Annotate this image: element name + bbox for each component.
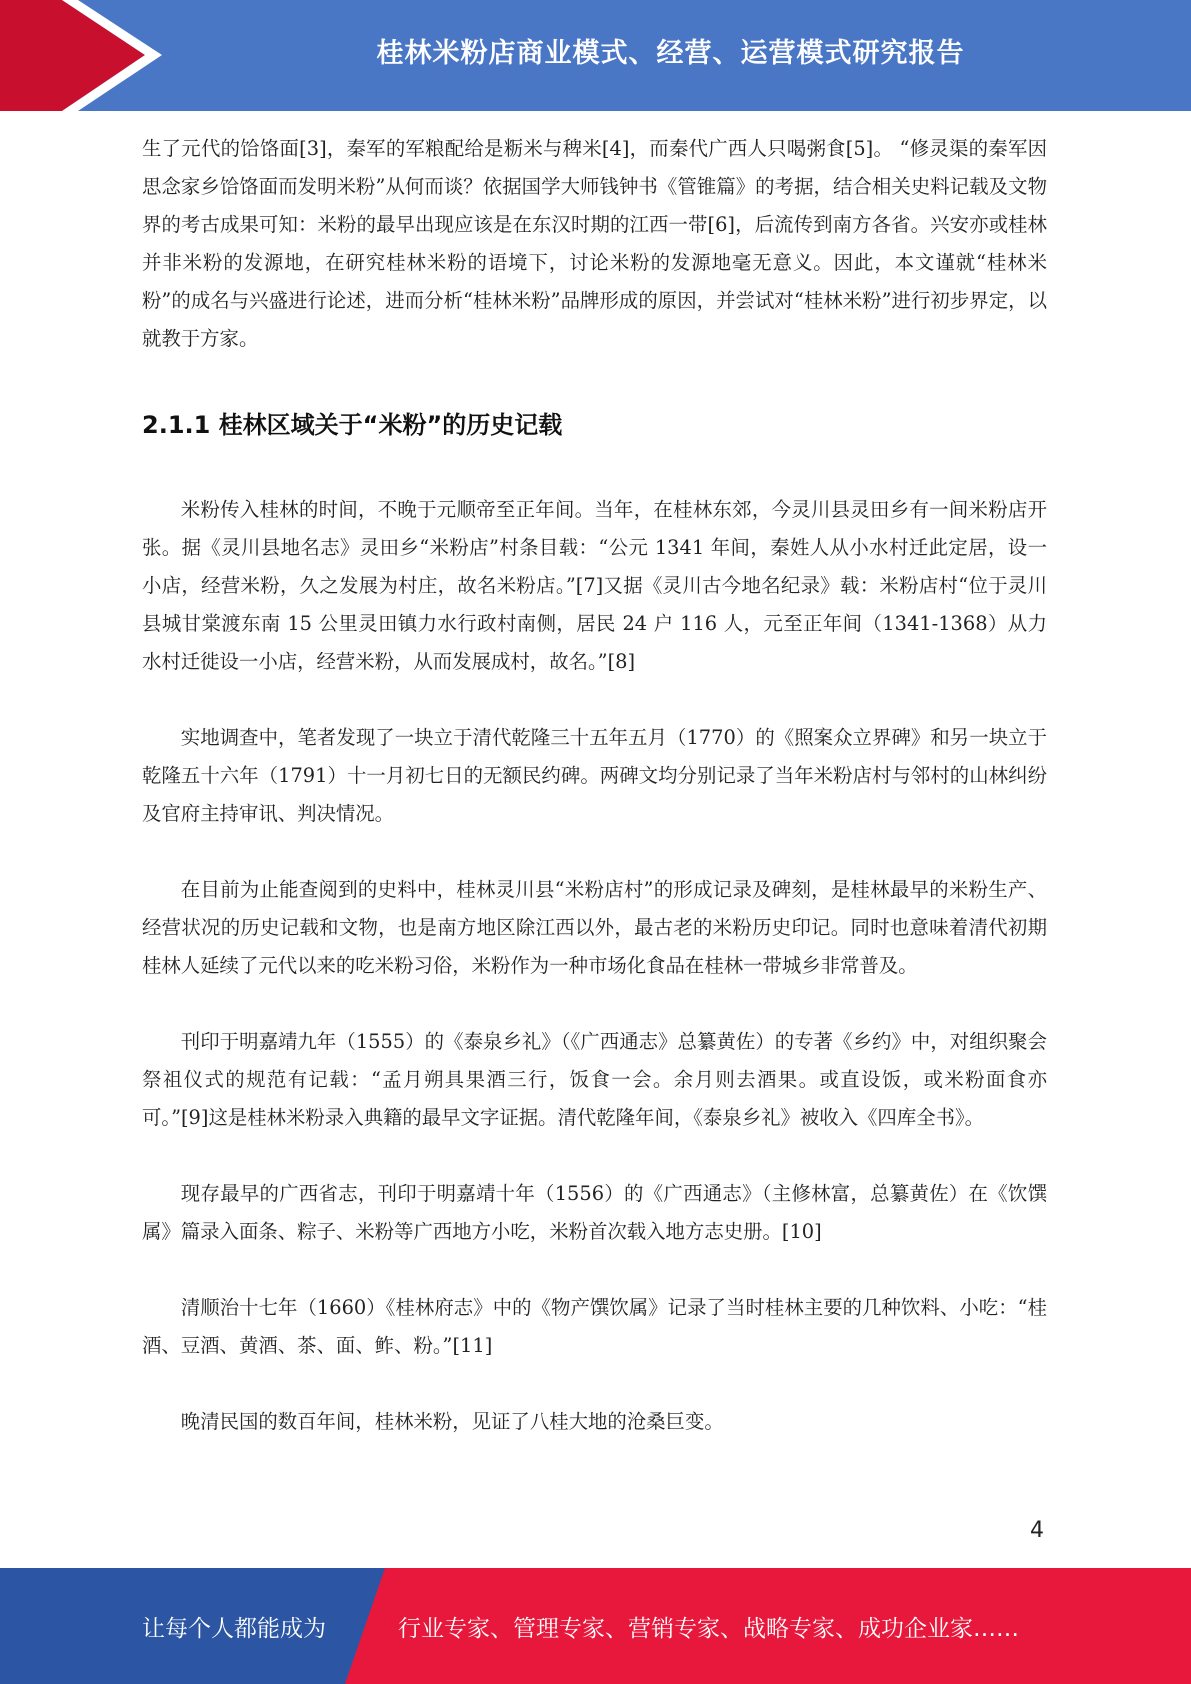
document-body bbox=[142, 130, 1047, 1441]
header-red-arrow bbox=[0, 0, 145, 111]
footer-slogan-left: 让每个人都能成为 bbox=[142, 1615, 326, 1642]
body-paragraph: 清顺治十七年（1660）《桂林府志》中的《物产馔饮属》记录了当时桂林主要的几种饮料、小吃：“桂酒、豆酒、黄酒、茶、面、鲊、粉。”[11] bbox=[142, 1296, 1047, 1357]
body-paragraph: 实地调查中，笔者发现了一块立于清代乾隆三十五年五月（1770）的《照案众立界碑》和另一块立于乾隆五十六年（1791）十一月初七日的无额民约碑。两碑文均分别记录了当年米粉店村与邻村的山林纠纷及官府主持审讯、判决情况。 bbox=[142, 726, 1047, 825]
report-title: 桂林米粉店商业模式、经营、运营模式研究报告 bbox=[376, 37, 965, 69]
page-footer bbox=[0, 1568, 1191, 1684]
body-paragraph: 晚清民国的数百年间，桂林米粉，见证了八桂大地的沧桑巨变。 bbox=[180, 1410, 724, 1433]
body-paragraph: 在目前为止能查阅到的史料中，桂林灵川县“米粉店村”的形成记录及碑刻，是桂林最早的米粉生产、经营状况的历史记载和文物，也是南方地区除江西以外，最古老的米粉历史印记。同时也意味着清代初期桂林人延续了元代以来的吃米粉习俗，米粉作为一种市场化食品在桂林一带城乡非常普及。 bbox=[142, 878, 1047, 977]
page-number: 4 bbox=[1030, 1518, 1044, 1543]
body-paragraph: 现存最早的广西省志，刊印于明嘉靖十年（1556）的《广西通志》（主修林富，总纂黄佐）在《饮馔属》篇录入面条、粽子、米粉等广西地方小吃，米粉首次载入地方志史册。[10] bbox=[142, 1182, 1047, 1243]
body-paragraph: 米粉传入桂林的时间，不晚于元顺帝至正年间。当年，在桂林东郊，今灵川县灵田乡有一间米粉店开张。据《灵川县地名志》灵田乡“米粉店”村条目载：“公元 1341 年间，秦姓人从小水村迁此定居，设一小店，经营米粉，久之发展为村庄，故名米粉店。”[7]又据《灵川古今地名纪录》载：米粉店村“位于灵川县城甘棠渡东南 15 公里灵田镇力水行政村南侧，居民 24 户 116 人，元至正年间（1341-1368）从力水村迁徙设一小店，经营米粉，从而发展成村，故名。”[8] bbox=[142, 498, 1047, 673]
intro-paragraph: 生了元代的饸饹面[3]，秦军的军粮配给是粝米与稗米[4]，而秦代广西人只喝粥食[5]。 “修灵渠的秦军因思念家乡饸饹面而发明米粉”从何而谈？依据国学大师钱钟书《管锥篇》的考据，结合相关史料记载及文物界的考古成果可知：米粉的最早出现应该是在东汉时期的江西一带[6]，后流传到南方各省。兴安亦或桂林并非米粉的发源地，在研究桂林米粉的语境下，讨论米粉的发源地毫无意义。因此，本文谨就“桂林米粉”的成名与兴盛进行论述，进而分析“桂林米粉”品牌形成的原因，并尝试对“桂林米粉”进行初步界定，以就教于方家。 bbox=[142, 137, 1047, 350]
section-heading: 2.1.1 桂林区域关于“米粉”的历史记载 bbox=[142, 411, 563, 439]
footer-slogan-right: 行业专家、管理专家、营销专家、战略专家、成功企业家…… bbox=[398, 1615, 1019, 1642]
page-header bbox=[0, 0, 1191, 111]
body-paragraph: 刊印于明嘉靖九年（1555）的《泰泉乡礼》（《广西通志》总纂黄佐）的专著《乡约》中，对组织聚会祭祖仪式的规范有记载：“孟月朔具果酒三行，饭食一会。余月则去酒果。或直设饭，或米粉面食亦可。”[9]这是桂林米粉录入典籍的最早文字证据。清代乾隆年间，《泰泉乡礼》被收入《四库全书》。 bbox=[142, 1030, 1047, 1129]
